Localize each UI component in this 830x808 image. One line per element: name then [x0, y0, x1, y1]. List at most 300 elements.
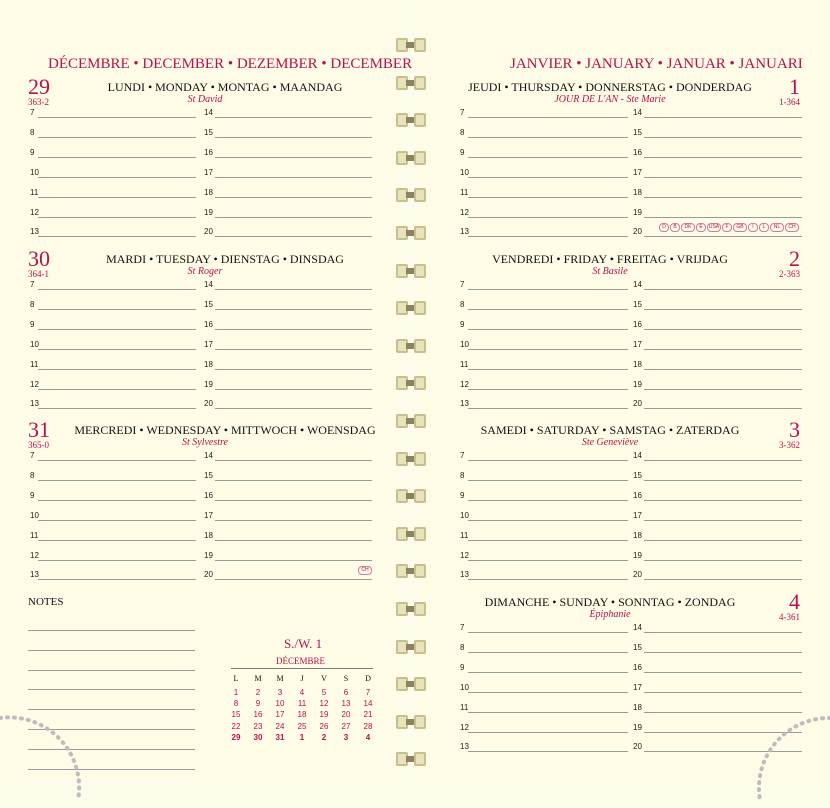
writing-line[interactable] [644, 652, 802, 653]
mini-calendar-date[interactable]: 2 [321, 732, 327, 742]
hour-label: 12 [30, 379, 39, 389]
hour-label: 8 [30, 470, 35, 480]
writing-line[interactable] [38, 520, 196, 521]
writing-line[interactable] [38, 579, 196, 580]
mini-calendar-date[interactable]: 27 [341, 721, 351, 731]
writing-line[interactable] [644, 309, 802, 310]
writing-line[interactable] [468, 560, 628, 561]
writing-line[interactable] [468, 137, 628, 138]
writing-line[interactable] [644, 480, 802, 481]
writing-line[interactable] [644, 369, 802, 370]
writing-line[interactable] [644, 197, 802, 198]
country-badge: I [748, 223, 758, 232]
writing-line[interactable] [215, 460, 372, 461]
hour-label: 17 [633, 339, 642, 349]
mini-calendar-header: M [276, 674, 284, 683]
saint-name: St Basile [592, 266, 628, 277]
hour-label: 13 [460, 742, 469, 752]
mini-calendar-date[interactable]: 4 [365, 732, 371, 742]
writing-line[interactable] [468, 520, 628, 521]
hour-label: 12 [30, 550, 39, 560]
hour-label: 11 [460, 187, 469, 197]
hour-label: 16 [633, 147, 642, 157]
hour-label: 7 [460, 280, 465, 289]
writing-line[interactable] [644, 137, 802, 138]
mini-calendar-date[interactable]: 25 [297, 721, 307, 731]
hour-label: 20 [204, 227, 213, 237]
ring-loop [414, 640, 426, 654]
writing-line[interactable] [644, 329, 802, 330]
writing-line[interactable] [38, 177, 196, 178]
notes-line[interactable] [28, 650, 195, 651]
hour-label: 12 [460, 550, 469, 560]
mini-calendar-date[interactable]: 6 [343, 688, 349, 697]
hour-label: 19 [204, 207, 213, 217]
mini-calendar-date[interactable]: 3 [277, 688, 283, 697]
writing-line[interactable] [215, 117, 372, 118]
writing-line[interactable] [468, 309, 628, 310]
spiral-ring [396, 374, 436, 394]
writing-line[interactable] [38, 389, 196, 390]
mini-calendar-date[interactable]: 29 [231, 732, 241, 742]
writing-line[interactable] [215, 349, 372, 350]
hour-label: 11 [460, 702, 469, 712]
hour-label: 10 [30, 339, 39, 349]
hour-label: 11 [30, 530, 39, 540]
mini-calendar-date[interactable]: 17 [275, 710, 285, 720]
ring-loop [414, 452, 426, 466]
writing-line[interactable] [644, 579, 802, 580]
writing-line[interactable] [38, 329, 196, 330]
mini-calendar-date[interactable]: 14 [363, 699, 373, 709]
spiral-ring [396, 713, 436, 733]
spiral-ring [396, 186, 436, 206]
writing-line[interactable] [468, 652, 628, 653]
writing-line[interactable] [215, 579, 372, 580]
hour-label: 16 [204, 147, 213, 157]
spiral-ring [396, 600, 436, 620]
day-number: 30 [28, 246, 50, 271]
writing-line[interactable] [215, 500, 372, 501]
hour-label: 17 [633, 682, 642, 692]
mini-calendar-date[interactable]: 13 [341, 699, 351, 709]
hour-label: 12 [460, 207, 469, 217]
hour-label: 9 [30, 319, 35, 329]
writing-line[interactable] [468, 389, 628, 390]
hour-label: 9 [460, 319, 465, 329]
ring-loop [414, 376, 426, 390]
hour-label: 10 [30, 510, 39, 520]
hour-label: 15 [633, 127, 642, 137]
notes-line[interactable] [28, 689, 195, 690]
saint-name: JOUR DE L'AN - Ste Marie [554, 94, 666, 105]
spiral-ring [396, 675, 436, 695]
mini-calendar-date[interactable]: 1 [299, 732, 305, 742]
mini-calendar-date[interactable]: 5 [321, 688, 327, 697]
writing-line[interactable] [215, 197, 372, 198]
hour-label: 12 [460, 379, 469, 389]
writing-line[interactable] [468, 751, 628, 752]
writing-line[interactable] [215, 389, 372, 390]
hour-label: 10 [460, 167, 469, 177]
saint-name: St Roger [187, 266, 223, 277]
decorative-dots-right [750, 700, 830, 808]
mini-calendar-date[interactable]: 9 [255, 699, 261, 709]
writing-line[interactable] [644, 672, 802, 673]
writing-line[interactable] [38, 137, 196, 138]
writing-line[interactable] [38, 157, 196, 158]
spiral-ring [396, 638, 436, 658]
ring-loop [414, 264, 426, 278]
hour-label: 13 [30, 227, 39, 237]
writing-line[interactable] [38, 460, 196, 461]
hour-label: 20 [204, 570, 213, 580]
hour-label: 18 [633, 187, 642, 197]
spiral-ring [396, 36, 436, 56]
writing-line[interactable] [644, 460, 802, 461]
writing-line[interactable] [38, 309, 196, 310]
hour-label: 16 [633, 490, 642, 500]
writing-line[interactable] [38, 217, 196, 218]
spiral-ring [396, 224, 436, 244]
hour-label: 14 [633, 451, 642, 460]
writing-line[interactable] [215, 309, 372, 310]
writing-line[interactable] [644, 692, 802, 693]
hour-label: 15 [633, 642, 642, 652]
writing-line[interactable] [38, 500, 196, 501]
hour-label: 20 [633, 399, 642, 409]
writing-line[interactable] [468, 732, 628, 733]
day-number: 3 [789, 417, 800, 442]
spiral-ring [396, 525, 436, 545]
writing-line[interactable] [38, 197, 196, 198]
hour-label: 18 [633, 702, 642, 712]
day-name: MARDI • TUESDAY • DIENSTAG • DINSDAG [106, 252, 344, 266]
mini-calendar-date[interactable]: 1 [233, 688, 239, 697]
writing-line[interactable] [215, 217, 372, 218]
writing-line[interactable] [644, 236, 802, 237]
day-of-year: 364-1 [28, 269, 49, 279]
notes-line[interactable] [28, 630, 195, 631]
mini-calendar-header: J [300, 674, 304, 683]
mini-calendar-date[interactable]: 4 [299, 688, 305, 697]
hour-label: 9 [460, 662, 465, 672]
ring-loop [414, 301, 426, 315]
hour-label: 13 [460, 399, 469, 409]
writing-line[interactable] [215, 289, 372, 290]
hour-label: 17 [633, 167, 642, 177]
mini-calendar-date[interactable]: 15 [231, 710, 241, 720]
hour-label: 8 [460, 127, 465, 137]
writing-line[interactable] [215, 157, 372, 158]
writing-line[interactable] [38, 480, 196, 481]
hour-label: 14 [204, 108, 213, 117]
spiral-ring [396, 149, 436, 169]
mini-calendar-date[interactable]: 18 [297, 710, 307, 720]
hour-label: 12 [460, 722, 469, 732]
hour-label: 15 [204, 470, 213, 480]
writing-line[interactable] [644, 289, 802, 290]
ring-loop [414, 564, 426, 578]
hour-label: 19 [633, 550, 642, 560]
country-badge: B [670, 223, 680, 232]
hour-label: 8 [460, 470, 465, 480]
hour-label: 19 [204, 550, 213, 560]
writing-line[interactable] [215, 520, 372, 521]
hour-label: 15 [633, 470, 642, 480]
writing-line[interactable] [38, 560, 196, 561]
writing-line[interactable] [215, 236, 372, 237]
hour-label: 12 [30, 207, 39, 217]
writing-line[interactable] [644, 500, 802, 501]
ring-loop [414, 527, 426, 541]
spiral-ring [396, 562, 436, 582]
writing-line[interactable] [468, 460, 628, 461]
spiral-ring [396, 450, 436, 470]
hour-label: 10 [460, 682, 469, 692]
hour-label: 20 [633, 570, 642, 580]
ring-loop [414, 414, 426, 428]
country-badge: DK [681, 223, 695, 232]
mini-calendar-date[interactable]: 10 [275, 699, 285, 709]
month-header-december: DÉCEMBRE • DECEMBER • DEZEMBER • DECEMBER [48, 56, 413, 72]
mini-calendar-date[interactable]: 7 [365, 688, 371, 697]
hour-label: 14 [633, 623, 642, 632]
writing-line[interactable] [468, 632, 628, 633]
hour-label: 17 [204, 510, 213, 520]
hour-label: 18 [204, 187, 213, 197]
notes-line[interactable] [28, 670, 195, 671]
decorative-dots-left [0, 700, 90, 808]
hour-label: 8 [30, 127, 35, 137]
hour-label: 17 [204, 339, 213, 349]
hour-label: 18 [633, 530, 642, 540]
saint-name: Épiphanie [589, 609, 631, 620]
hour-label: 15 [633, 299, 642, 309]
country-badge: NL [770, 223, 784, 232]
hour-label: 18 [204, 359, 213, 369]
writing-line[interactable] [644, 177, 802, 178]
writing-line[interactable] [215, 177, 372, 178]
mini-calendar-date[interactable]: 30 [253, 732, 263, 742]
saint-name: St David [187, 94, 223, 105]
hour-label: 19 [633, 379, 642, 389]
writing-line[interactable] [468, 117, 628, 118]
hour-label: 16 [633, 319, 642, 329]
writing-line[interactable] [468, 408, 628, 409]
hour-label: 20 [204, 399, 213, 409]
hour-label: 9 [30, 490, 35, 500]
ring-loop [414, 677, 426, 691]
writing-line[interactable] [468, 579, 628, 580]
mini-calendar-date[interactable]: 31 [275, 732, 285, 742]
writing-line[interactable] [468, 217, 628, 218]
day-name: LUNDI • MONDAY • MONTAG • MAANDAG [107, 80, 343, 94]
mini-calendar-date[interactable]: 2 [255, 688, 261, 697]
mini-calendar-header: S [343, 674, 349, 683]
hour-label: 15 [204, 299, 213, 309]
writing-line[interactable] [468, 157, 628, 158]
day-of-year: 1-364 [779, 97, 800, 107]
writing-line[interactable] [215, 560, 372, 561]
hour-label: 18 [204, 530, 213, 540]
ring-loop [414, 76, 426, 90]
mini-calendar-date[interactable]: 20 [341, 710, 351, 720]
hour-label: 13 [30, 399, 39, 409]
day-name: SAMEDI • SATURDAY • SAMSTAG • ZATERDAG [480, 423, 740, 437]
hour-label: 15 [204, 127, 213, 137]
hour-label: 14 [633, 108, 642, 117]
hour-label: 13 [460, 227, 469, 237]
writing-line[interactable] [215, 137, 372, 138]
writing-line[interactable] [644, 389, 802, 390]
month-header-january: JANVIER • JANUARY • JANUAR • JANUARI [510, 56, 803, 72]
hour-label: 9 [460, 490, 465, 500]
writing-line[interactable] [215, 540, 372, 541]
writing-line[interactable] [468, 329, 628, 330]
writing-line[interactable] [468, 177, 628, 178]
writing-line[interactable] [644, 632, 802, 633]
day-number: 4 [789, 589, 800, 614]
writing-line[interactable] [215, 408, 372, 409]
writing-line[interactable] [38, 349, 196, 350]
country-badge: GB [733, 223, 747, 232]
hour-label: 13 [460, 570, 469, 580]
writing-line[interactable] [468, 480, 628, 481]
spiral-ring [396, 750, 436, 770]
day-of-year: 365-0 [28, 440, 49, 450]
hour-label: 7 [30, 280, 35, 289]
writing-line[interactable] [468, 369, 628, 370]
country-badge: E [696, 223, 706, 232]
writing-line[interactable] [38, 236, 196, 237]
writing-line[interactable] [644, 349, 802, 350]
mini-calendar-month: DÉCEMBRE [276, 656, 326, 666]
hour-label: 11 [460, 530, 469, 540]
writing-line[interactable] [468, 692, 628, 693]
writing-line[interactable] [468, 236, 628, 237]
ring-loop [414, 113, 426, 127]
hour-label: 16 [204, 490, 213, 500]
mini-calendar-date[interactable]: 28 [363, 721, 373, 731]
ring-loop [414, 188, 426, 202]
hour-label: 11 [460, 359, 469, 369]
writing-line[interactable] [644, 117, 802, 118]
country-badge: F [722, 223, 732, 232]
writing-line[interactable] [644, 157, 802, 158]
writing-line[interactable] [215, 329, 372, 330]
mini-calendar-date[interactable]: 19 [319, 710, 329, 720]
hour-label: 13 [30, 570, 39, 580]
hour-label: 9 [30, 147, 35, 157]
ring-loop [414, 715, 426, 729]
mini-calendar-date[interactable]: 23 [253, 721, 263, 731]
writing-line[interactable] [38, 540, 196, 541]
writing-line[interactable] [644, 217, 802, 218]
hour-label: 10 [30, 167, 39, 177]
hour-label: 14 [204, 280, 213, 289]
hour-label: 14 [633, 280, 642, 289]
writing-line[interactable] [468, 672, 628, 673]
writing-line[interactable] [468, 289, 628, 290]
mini-calendar-date[interactable]: 11 [297, 699, 307, 709]
mini-calendar-header: M [254, 674, 262, 683]
hour-label: 20 [633, 227, 642, 237]
hour-label: 8 [30, 299, 35, 309]
hour-label: 8 [460, 642, 465, 652]
writing-line[interactable] [644, 560, 802, 561]
hour-label: 7 [460, 108, 465, 117]
hour-label: 9 [460, 147, 465, 157]
ring-loop [414, 226, 426, 240]
writing-line[interactable] [468, 500, 628, 501]
writing-line[interactable] [468, 712, 628, 713]
writing-line[interactable] [38, 369, 196, 370]
hour-label: 8 [460, 299, 465, 309]
notes-title: NOTES [28, 596, 64, 608]
mini-calendar-date[interactable]: 16 [253, 710, 263, 720]
spiral-ring [396, 337, 436, 357]
day-name: MERCREDI • WEDNESDAY • MITTWOCH • WOENSDAG [74, 423, 376, 437]
hour-label: 11 [30, 187, 39, 197]
writing-line[interactable] [38, 289, 196, 290]
mini-calendar-header: V [321, 674, 327, 683]
country-badge: CH [785, 223, 799, 232]
writing-line[interactable] [38, 408, 196, 409]
mini-calendar-date[interactable]: 24 [275, 721, 285, 731]
ring-loop [414, 602, 426, 616]
spiral-ring [396, 299, 436, 319]
writing-line[interactable] [644, 540, 802, 541]
mini-calendar-date[interactable]: 8 [233, 699, 239, 709]
mini-calendar-date[interactable]: 26 [319, 721, 329, 731]
hour-label: 20 [633, 742, 642, 752]
day-name: VENDREDI • FRIDAY • FREITAG • VRIJDAG [492, 252, 728, 266]
ring-loop [414, 489, 426, 503]
day-of-year: 363-2 [28, 97, 49, 107]
saint-name: St Sylvestre [181, 437, 228, 448]
mini-calendar-header: L [233, 674, 239, 683]
hour-label: 7 [30, 451, 35, 460]
mini-calendar-date[interactable]: 21 [363, 710, 373, 720]
hour-label: 10 [460, 339, 469, 349]
writing-line[interactable] [644, 520, 802, 521]
saint-name: Ste Geneviève [581, 437, 639, 448]
writing-line[interactable] [38, 117, 196, 118]
hour-label: 7 [30, 108, 35, 117]
mini-calendar-date[interactable]: 12 [319, 699, 329, 709]
day-of-year: 2-363 [779, 269, 800, 279]
writing-line[interactable] [468, 197, 628, 198]
day-number: 1 [789, 74, 800, 99]
writing-line[interactable] [215, 369, 372, 370]
day-of-year: 4-361 [779, 612, 800, 622]
writing-line[interactable] [215, 480, 372, 481]
day-of-year: 3-362 [779, 440, 800, 450]
writing-line[interactable] [644, 408, 802, 409]
hour-label: 7 [460, 623, 465, 632]
country-badge: USA [708, 224, 720, 230]
mini-calendar-rule [231, 668, 373, 669]
mini-calendar-date[interactable]: 3 [343, 732, 349, 742]
hour-label: 18 [633, 359, 642, 369]
writing-line[interactable] [468, 540, 628, 541]
day-name: DIMANCHE • SUNDAY • SONNTAG • ZONDAG [484, 595, 736, 609]
ring-loop [414, 151, 426, 165]
mini-calendar-date[interactable]: 22 [231, 721, 241, 731]
hour-label: 16 [204, 319, 213, 329]
writing-line[interactable] [468, 349, 628, 350]
